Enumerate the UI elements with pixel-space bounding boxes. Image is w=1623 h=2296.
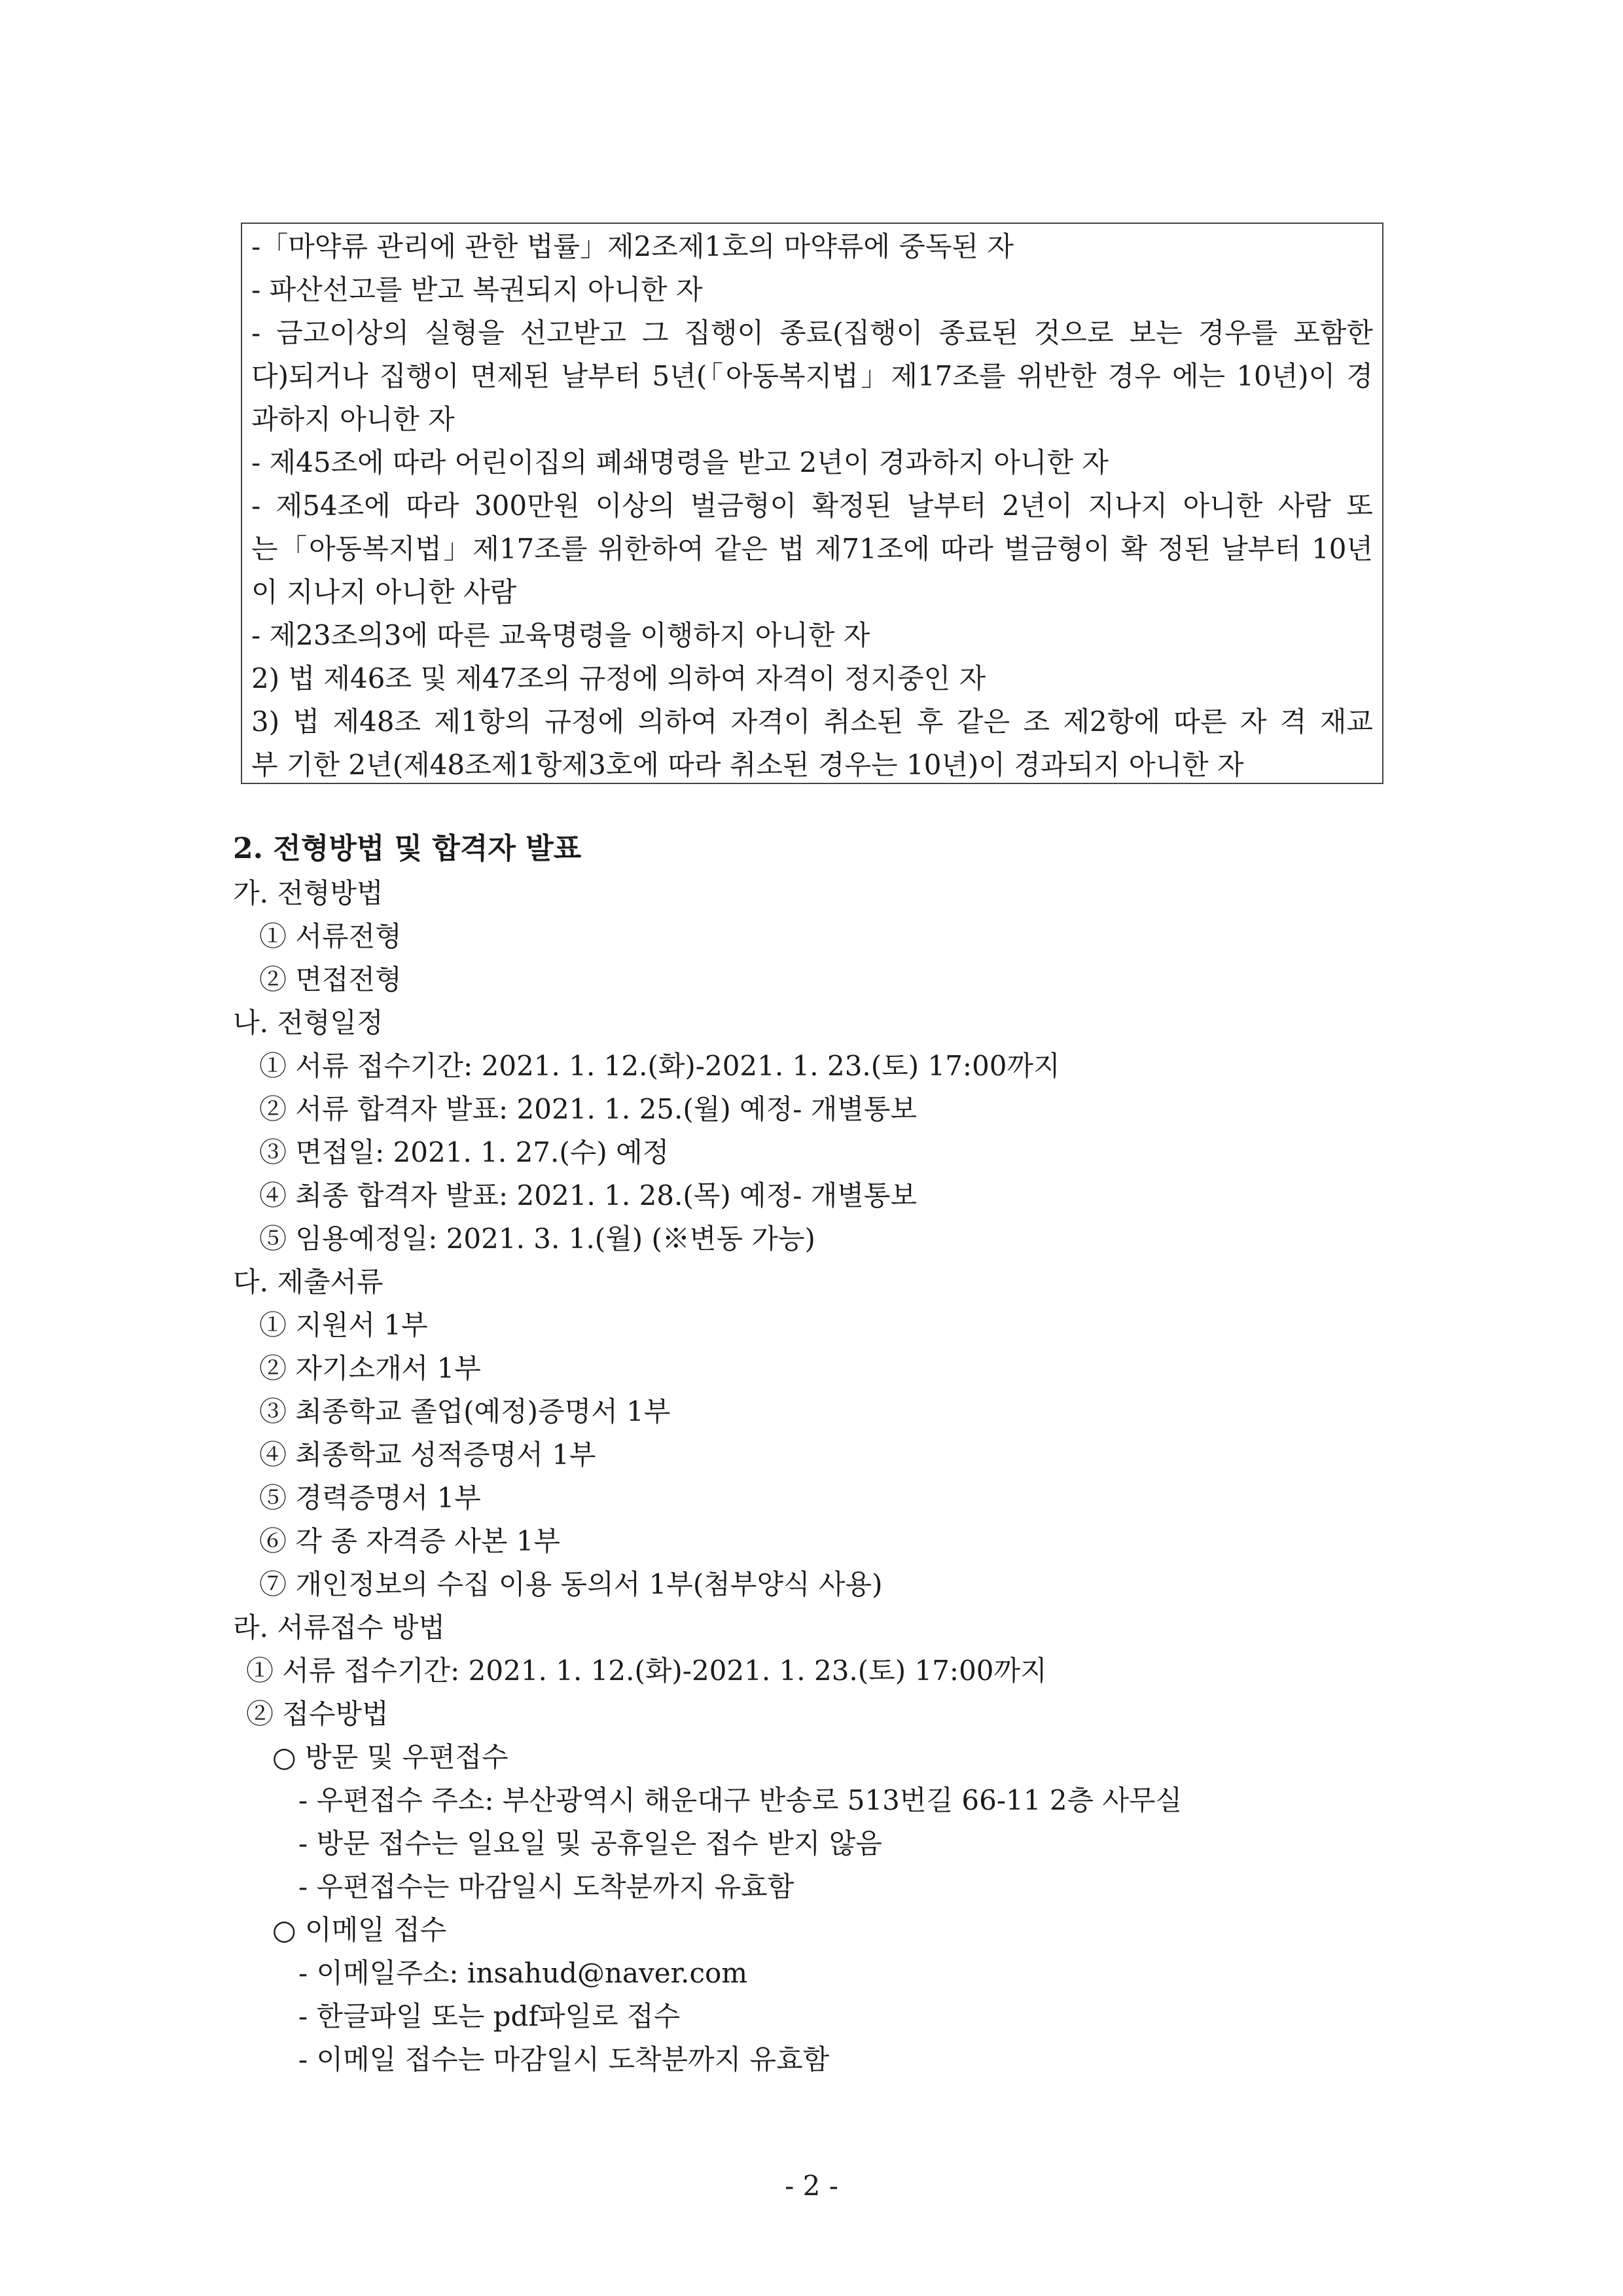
subsection-title-na: 나. 전형일정 xyxy=(233,1007,383,1039)
eligibility-box xyxy=(241,223,1383,784)
list-item: ④ 최종 합격자 발표: 2021. 1. 28.(목) 예정- 개별통보 xyxy=(259,1179,918,1211)
list-item: - 이메일 접수는 마감일시 도착분까지 유효함 xyxy=(298,2043,830,2075)
box-line: - 금고이상의 실형을 선고받고 그 집행이 종료(집행이 종료된 것으로 보는 경우를 포함한 xyxy=(251,317,1373,349)
subsection-title-ga: 가. 전형방법 xyxy=(233,877,383,909)
list-item: ⑤ 경력증명서 1부 xyxy=(259,1482,481,1514)
list-item: ② 면접전형 xyxy=(259,963,402,996)
list-item: ② 서류 합격자 발표: 2021. 1. 25.(월) 예정- 개별통보 xyxy=(259,1093,918,1125)
list-item: ① 서류전형 xyxy=(259,920,402,952)
box-line: - 파산선고를 받고 복권되지 아니한 자 xyxy=(251,274,703,306)
page-number: - 2 - xyxy=(785,2170,838,2202)
list-item: ⑦ 개인정보의 수집 이용 동의서 1부(첨부양식 사용) xyxy=(259,1568,883,1600)
list-item: ① 서류 접수기간: 2021. 1. 12.(화)-2021. 1. 23.(토) 17:00까지 xyxy=(246,1655,1047,1687)
list-item: ② 접수방법 xyxy=(246,1698,389,1730)
box-line: 부 기한 2년(제48조제1항제3호에 따라 취소된 경우는 10년)이 경과되지 아니한 자 xyxy=(251,749,1244,781)
box-line: 2) 법 제46조 및 제47조의 규정에 의하여 자격이 정지중인 자 xyxy=(251,662,986,694)
list-item: - 한글파일 또는 pdf파일로 접수 xyxy=(298,2000,681,2032)
box-line: 이 지나지 아니한 사람 xyxy=(251,576,517,608)
box-line: - 제45조에 따라 어린이집의 폐쇄명령을 받고 2년이 경과하지 아니한 자 xyxy=(251,446,1109,478)
list-item: ⑤ 임용예정일: 2021. 3. 1.(월) (※변동 가능) xyxy=(259,1223,815,1255)
list-item: ① 서류 접수기간: 2021. 1. 12.(화)-2021. 1. 23.(토) 17:00까지 xyxy=(259,1050,1060,1082)
list-item: ③ 최종학교 졸업(예정)증명서 1부 xyxy=(259,1395,671,1427)
box-line: 과하지 아니한 자 xyxy=(251,403,455,435)
subsection-title-da: 다. 제출서류 xyxy=(233,1266,383,1298)
list-item: ③ 면접일: 2021. 1. 27.(수) 예정 xyxy=(259,1136,669,1168)
box-line: 는「아동복지법」제17조를 위한하여 같은 법 제71조에 따라 벌금형이 확 정된 날부터 10년 xyxy=(251,533,1373,565)
method-email-title: ○ 이메일 접수 xyxy=(272,1914,447,1946)
box-line: 3) 법 제48조 제1항의 규정에 의하여 자격이 취소된 후 같은 조 제2항에 따른 자 격 재교 xyxy=(251,706,1373,738)
box-line: - 제23조의3에 따른 교육명령을 이행하지 아니한 자 xyxy=(251,619,870,651)
list-item: - 방문 접수는 일요일 및 공휴일은 접수 받지 않음 xyxy=(298,1827,882,1859)
box-line: -「마약류 관리에 관한 법률」제2조제1호의 마약류에 중독된 자 xyxy=(251,230,1014,262)
list-item: - 우편접수 주소: 부산광역시 해운대구 반송로 513번길 66-11 2층 사무실 xyxy=(298,1784,1183,1816)
box-line: 다)되거나 집행이 면제된 날부터 5년(「아동복지법」제17조를 위반한 경우 에는 10년)이 경 xyxy=(251,360,1373,392)
list-item: - 이메일주소: insahud@naver.com xyxy=(298,1957,748,1989)
section-title: 2. 전형방법 및 합격자 발표 xyxy=(233,832,582,865)
box-line: - 제54조에 따라 300만원 이상의 벌금형이 확정된 날부터 2년이 지나지 아니한 사람 또 xyxy=(251,490,1373,522)
list-item: ⑥ 각 종 자격증 사본 1부 xyxy=(259,1525,561,1557)
list-item: - 우편접수는 마감일시 도착분까지 유효함 xyxy=(298,1871,794,1903)
method-visit-post-title: ○ 방문 및 우편접수 xyxy=(272,1741,508,1773)
list-item: ② 자기소개서 1부 xyxy=(259,1352,481,1384)
subsection-title-ra: 라. 서류접수 방법 xyxy=(233,1611,446,1643)
list-item: ④ 최종학교 성적증명서 1부 xyxy=(259,1439,596,1471)
list-item: ① 지원서 1부 xyxy=(259,1309,428,1341)
